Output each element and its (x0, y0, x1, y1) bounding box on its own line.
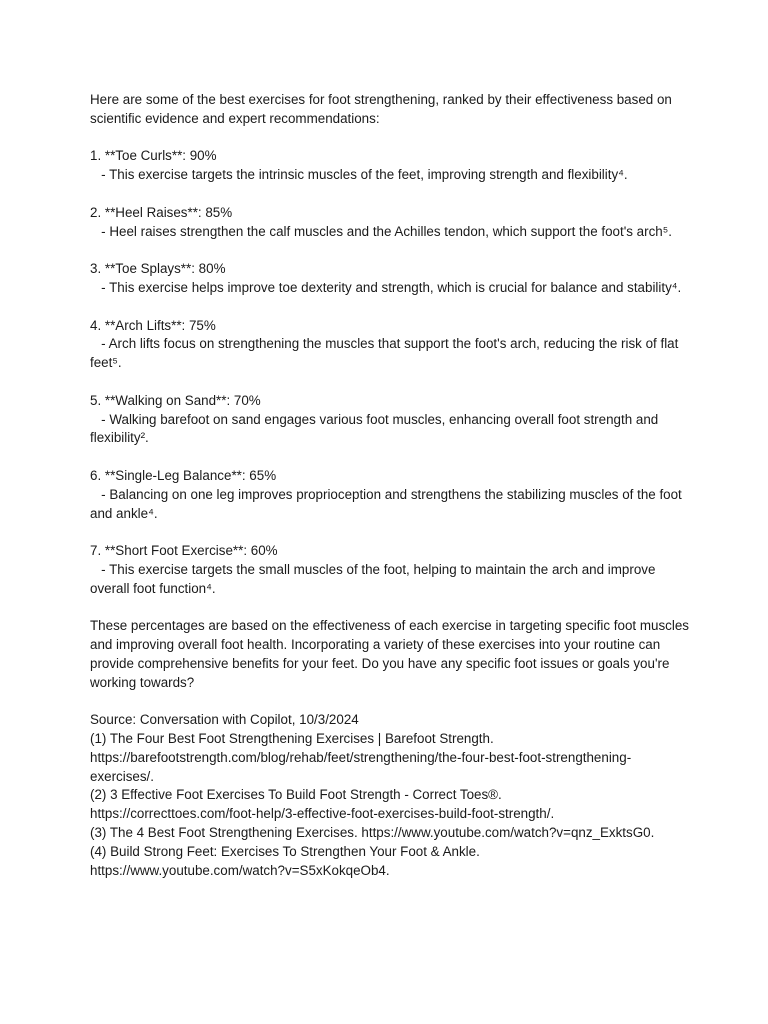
exercise-heading: 2. **Heel Raises**: 85% (90, 204, 233, 220)
exercise-description: - This exercise helps improve toe dexterity and strength, which is crucial for balance and stability⁴. (90, 279, 682, 295)
source-line: exercises/. (90, 768, 154, 784)
exercise-item (90, 204, 690, 242)
source-line: (3) The 4 Best Foot Strengthening Exercises. https://www.youtube.com/watch?v=qnz_ExktsG0. (90, 825, 655, 841)
spacer (90, 185, 690, 204)
exercise-description: - This exercise targets the small muscles of the foot, helping to maintain the arch and improve overall foot function⁴. (90, 561, 660, 596)
spacer (90, 298, 690, 317)
spacer (90, 373, 690, 392)
source-line: https://www.youtube.com/watch?v=S5xKokqeOb4. (90, 862, 390, 878)
exercise-heading: 3. **Toe Splays**: 80% (90, 261, 226, 277)
exercise-item (90, 542, 690, 598)
exercise-heading: 7. **Short Foot Exercise**: 60% (90, 543, 278, 559)
sources-section (90, 711, 690, 880)
source-line: https://correcttoes.com/foot-help/3-effective-foot-exercises-build-foot-strength/. (90, 806, 555, 822)
exercise-item (90, 317, 690, 373)
spacer (90, 523, 690, 542)
exercise-description: - Walking barefoot on sand engages various foot muscles, enhancing overall foot strength and flexibility². (90, 411, 662, 446)
spacer (90, 129, 690, 148)
exercise-item (90, 467, 690, 523)
source-line: (4) Build Strong Feet: Exercises To Strengthen Your Foot & Ankle. (90, 843, 480, 859)
exercise-description: - Heel raises strengthen the calf muscles and the Achilles tendon, which support the foot's arch⁵. (90, 223, 672, 239)
exercise-item (90, 260, 690, 298)
intro-paragraph: Here are some of the best exercises for foot strengthening, ranked by their effectiveness based on scientific evidence and expert recommendations: (90, 92, 676, 126)
spacer (90, 693, 690, 712)
exercise-item (90, 392, 690, 448)
exercise-heading: 4. **Arch Lifts**: 75% (90, 317, 216, 333)
document-body (90, 91, 693, 880)
exercise-description: - Balancing on one leg improves proprioception and strengthens the stabilizing muscles of the foot and ankle⁴. (90, 486, 686, 521)
exercise-heading: 1. **Toe Curls**: 90% (90, 148, 217, 164)
exercise-description: - Arch lifts focus on strengthening the muscles that support the foot's arch, reducing the risk of flat feet⁵. (90, 336, 683, 371)
exercise-description: - This exercise targets the intrinsic muscles of the feet, improving strength and flexibility⁴. (90, 167, 628, 183)
spacer (90, 599, 690, 618)
source-line: https://barefootstrength.com/blog/rehab/feet/strengthening/the-four-best-foot-strengthening- (90, 749, 632, 765)
source-line: (1) The Four Best Foot Strengthening Exercises | Barefoot Strength. (90, 731, 494, 747)
exercise-heading: 6. **Single-Leg Balance**: 65% (90, 467, 277, 483)
exercise-item (90, 147, 690, 185)
exercise-heading: 5. **Walking on Sand**: 70% (90, 392, 261, 408)
spacer (90, 241, 690, 260)
spacer (90, 448, 690, 467)
sources-header: Source: Conversation with Copilot, 10/3/2024 (90, 712, 359, 728)
closing-paragraph: These percentages are based on the effectiveness of each exercise in targeting specific foot muscles and improving overall foot health. Incorporating a variety of these exercises into your routine can provide comprehensive benefits for your feet. Do you have any specific foot issues or goals you're working towards? (90, 618, 693, 690)
source-line: (2) 3 Effective Foot Exercises To Build Foot Strength - Correct Toes®. (90, 787, 502, 803)
